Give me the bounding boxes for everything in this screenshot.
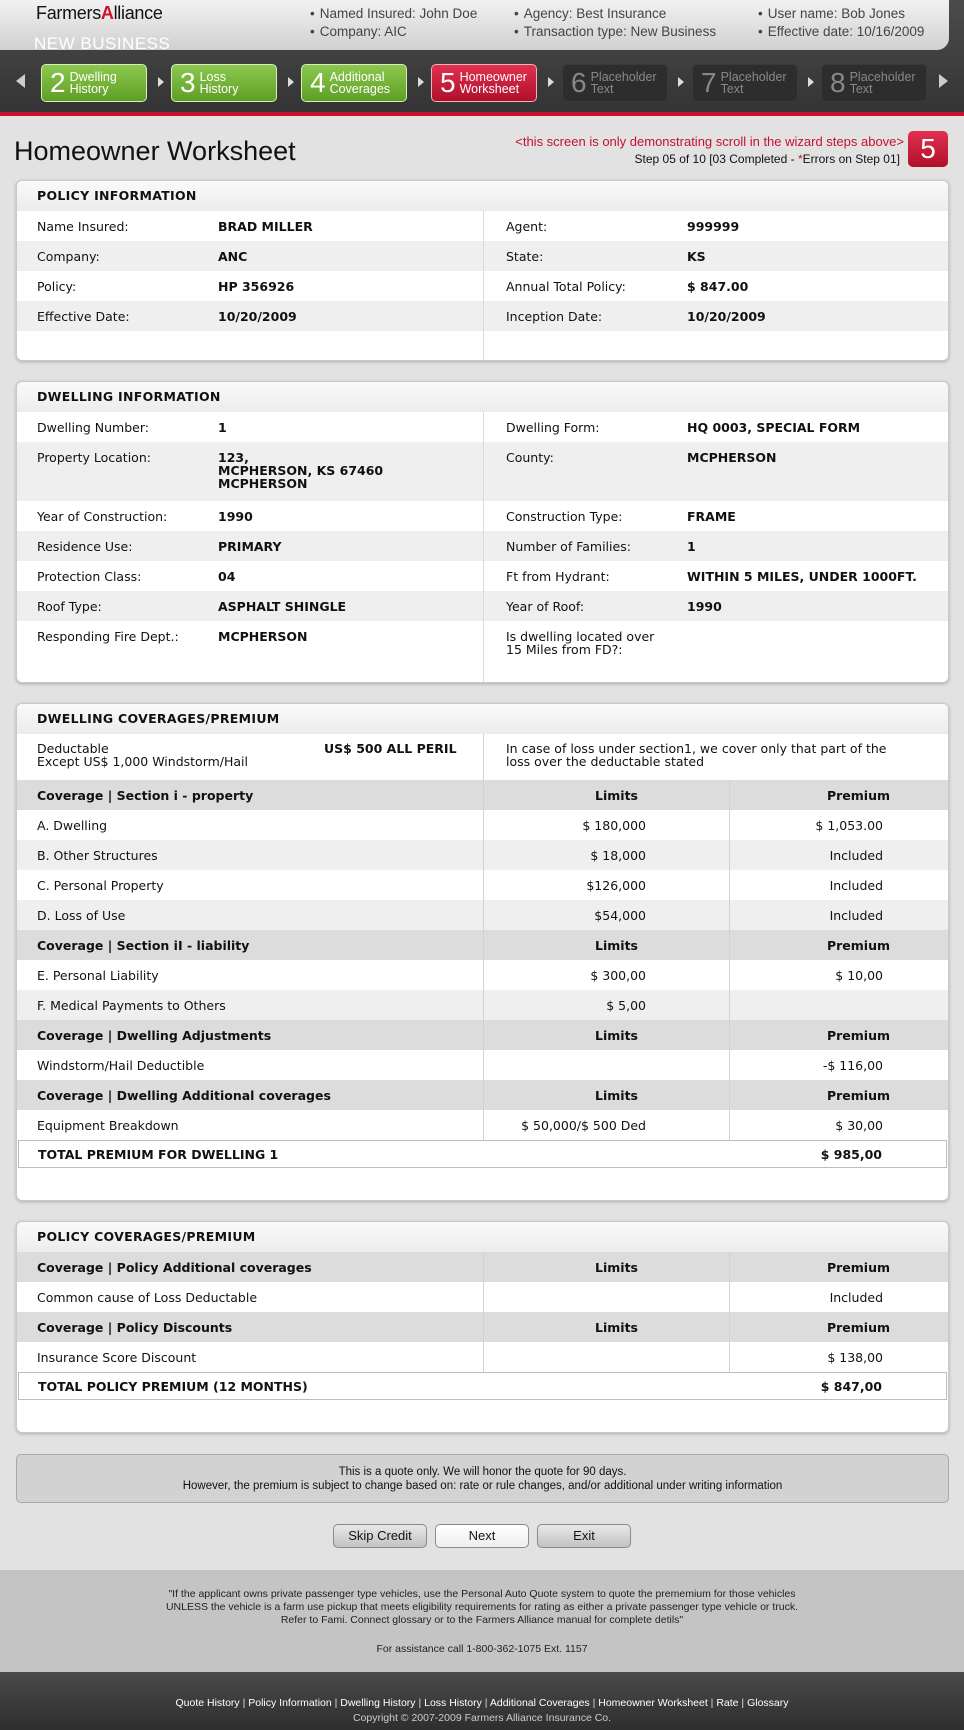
deductible-label: Deductable Except US$ 1,000 Windstorm/Hail bbox=[37, 741, 249, 769]
quote-disclaimer: This is a quote only. We will honor the quote for 90 days. However, the premium is subject to change based on: rate or rule changes, and/or additional under writing information bbox=[16, 1454, 949, 1503]
chevron-right-icon bbox=[548, 77, 554, 87]
wizard-step-3[interactable]: 3 Loss History bbox=[171, 64, 277, 102]
app-header bbox=[0, 0, 964, 116]
footer-link-loss-history[interactable]: Loss History bbox=[424, 1697, 482, 1709]
coverage-section-header: Coverage | Policy Additional coverages Limits Premium bbox=[17, 1252, 948, 1282]
wizard-step-4[interactable]: 4 Additional Coverages bbox=[301, 64, 407, 102]
chevron-right-icon bbox=[418, 77, 424, 87]
policy-total-row: TOTAL POLICY PREMIUM (12 MONTHS) $ 847,00 bbox=[18, 1372, 947, 1400]
coverage-row: D. Loss of Use $54,000 Included bbox=[17, 900, 948, 930]
column-divider bbox=[483, 211, 484, 360]
transaction-type-info: • Transaction type: New Business bbox=[514, 24, 716, 39]
info-row: Name Insured: BRAD MILLER Agent: 999999 bbox=[37, 219, 740, 234]
chevron-right-icon bbox=[808, 77, 814, 87]
info-row: Policy: HP 356926 Annual Total Policy: $ 847.00 bbox=[37, 279, 749, 294]
coverage-section-header: Coverage | Section iI - liability Limits Premium bbox=[17, 930, 948, 960]
next-button[interactable]: Next bbox=[435, 1524, 529, 1548]
footer-nav: Quote History | Policy Information | Dwelling History | Loss History | Additional Coverages | Homeowner Worksheet | Rate | Glossary Copyright © 2007-2009 Farmers Alliance Insurance Co. bbox=[0, 1672, 964, 1730]
coverage-row: E. Personal Liability $ 300,00 $ 10,00 bbox=[17, 960, 948, 990]
info-row: Responding Fire Dept.: MCPHERSON Is dwelling located over 15 Miles from FD?: bbox=[37, 629, 655, 657]
coverage-row: B. Other Structures $ 18,000 Included bbox=[17, 840, 948, 870]
info-row: Company: ANC State: KS bbox=[17, 241, 948, 271]
coverage-row: Equipment Breakdown $ 50,000/$ 500 Ded $ 30,00 bbox=[17, 1110, 948, 1140]
coverage-row: Common cause of Loss Deductable Included bbox=[17, 1282, 948, 1312]
wizard-step-8[interactable]: 8 Placeholder Text bbox=[821, 64, 927, 102]
footer-link-rate[interactable]: Rate bbox=[716, 1697, 739, 1709]
agency-info: • Agency: Best Insurance bbox=[514, 6, 666, 21]
footer-link-glossary[interactable]: Glossary bbox=[747, 1697, 789, 1709]
wizard-scroll-left-icon[interactable] bbox=[16, 74, 25, 88]
wizard-step-6[interactable]: 6 Placeholder Text bbox=[562, 64, 668, 102]
wizard-step-7[interactable]: 7 Placeholder Text bbox=[692, 64, 798, 102]
column-divider bbox=[483, 734, 484, 780]
section-label: NEW BUSINESS bbox=[34, 34, 171, 53]
panel-heading: POLICY INFORMATION bbox=[17, 181, 948, 211]
page-title: Homeowner Worksheet bbox=[14, 136, 296, 166]
footer-disclaimer: "If the applicant owns private passenger type vehicles, use the Personal Auto Quote system to quote the prememium for those vehicles UNLESS the vehicle is a farm use pickup that meets eligibility requirements for rating as either a private passenger type vehicle or truck. Refer to Fami. Connect glossary or to the Farmers Alliance manual for complete detils" For assistance call 1-800-362-1075 Ext. 1157 bbox=[0, 1570, 964, 1672]
info-row: Protection Class: 04 Ft from Hydrant: WITHIN 5 MILES, UNDER 1000FT. bbox=[37, 569, 917, 584]
demo-note: <this screen is only demonstrating scroll in the wizard steps above> bbox=[515, 134, 904, 149]
effective-date-info: • Effective date: 10/16/2009 bbox=[758, 24, 924, 39]
current-step-badge: 5 bbox=[908, 131, 948, 167]
panel-heading: DWELLING COVERAGES/PREMIUM bbox=[17, 704, 948, 734]
info-row: Year of Construction: 1990 Construction Type: FRAME bbox=[37, 509, 736, 524]
user-name-info: • User name: Bob Jones bbox=[758, 6, 905, 21]
skip-credit-button[interactable]: Skip Credit bbox=[333, 1524, 427, 1548]
footer-link-additional-coverages[interactable]: Additional Coverages bbox=[489, 1697, 590, 1709]
company-info: • Company: AIC bbox=[310, 24, 407, 39]
exit-button[interactable]: Exit bbox=[537, 1524, 631, 1548]
wizard-steps bbox=[0, 64, 964, 104]
assistance-phone: For assistance call 1-800-362-1075 Ext. 1157 bbox=[376, 1643, 588, 1655]
over-15-miles-label: Is dwelling located over 15 Miles from FD?: bbox=[506, 629, 655, 657]
coverage-section-header: Coverage | Policy Discounts Limits Premium bbox=[17, 1312, 948, 1342]
chevron-right-icon bbox=[158, 77, 164, 87]
deductible-row bbox=[17, 734, 948, 780]
wizard-scroll-right-icon[interactable] bbox=[939, 74, 948, 88]
coverage-section-header: Coverage | Dwelling Additional coverages Limits Premium bbox=[17, 1080, 948, 1110]
coverage-section-header: Coverage | Dwelling Adjustments Limits Premium bbox=[17, 1020, 948, 1050]
info-row: Roof Type: ASPHALT SHINGLE Year of Roof: 1990 bbox=[17, 591, 948, 621]
farmers-alliance-logo[interactable]: FarmersAlliance bbox=[36, 3, 163, 23]
info-row: Dwelling Number: 1 Dwelling Form: HQ 0003, SPECIAL FORM bbox=[37, 420, 861, 435]
info-row: Property Location: 123, MCPHERSON, KS 67460 MCPHERSON County: MCPHERSON bbox=[17, 442, 948, 501]
coverage-row: C. Personal Property $126,000 Included bbox=[17, 870, 948, 900]
info-row: Effective Date: 10/20/2009 Inception Date: 10/20/2009 bbox=[17, 301, 948, 331]
footer-link-homeowner-worksheet[interactable]: Homeowner Worksheet bbox=[598, 1697, 708, 1709]
coverage-row: Windstorm/Hail Deductible -$ 116,00 bbox=[17, 1050, 948, 1080]
panel-heading: POLICY COVERAGES/PREMIUM bbox=[17, 1222, 948, 1252]
footer-link-policy-information[interactable]: Policy Information bbox=[248, 1697, 332, 1709]
panel-heading: DWELLING INFORMATION bbox=[17, 382, 948, 412]
property-location-value: 123, MCPHERSON, KS 67460 MCPHERSON bbox=[218, 450, 384, 491]
deductible-value: US$ 500 ALL PERIL bbox=[324, 741, 457, 756]
coverage-row: A. Dwelling $ 180,000 $ 1,053.00 bbox=[17, 810, 948, 840]
footer-link-quote-history[interactable]: Quote History bbox=[175, 1697, 240, 1709]
coverage-row: F. Medical Payments to Others $ 5,00 bbox=[17, 990, 948, 1020]
dwelling-coverages-panel bbox=[16, 703, 949, 1201]
policy-coverages-panel bbox=[16, 1221, 949, 1433]
chevron-right-icon bbox=[288, 77, 294, 87]
policy-information-panel bbox=[16, 180, 949, 361]
step-progress-info: Step 05 of 10 [03 Completed - *Errors on Step 01] bbox=[634, 152, 900, 166]
column-divider bbox=[483, 412, 484, 682]
info-row: Residence Use: PRIMARY Number of Families: 1 bbox=[17, 531, 948, 561]
dwelling-information-panel bbox=[16, 381, 949, 683]
coverage-row: Insurance Score Discount $ 138,00 bbox=[17, 1342, 948, 1372]
footer-link-dwelling-history[interactable]: Dwelling History bbox=[340, 1697, 416, 1709]
dwelling-total-row: TOTAL PREMIUM FOR DWELLING 1 $ 985,00 bbox=[18, 1140, 947, 1168]
chevron-right-icon bbox=[678, 77, 684, 87]
named-insured-info: • Named Insured: John Doe bbox=[310, 6, 477, 21]
deductible-note: In case of loss under section1, we cover only that part of the loss over the deductable stated bbox=[506, 741, 887, 769]
header-accent-bar bbox=[0, 112, 964, 116]
coverage-section-header: Coverage | Section i - property Limits Premium bbox=[17, 780, 948, 810]
copyright: Copyright © 2007-2009 Farmers Alliance Insurance Co. bbox=[352, 1712, 612, 1724]
wizard-step-5[interactable]: 5 Homeowner Worksheet bbox=[431, 64, 537, 102]
wizard-step-2[interactable]: 2 Dwelling History bbox=[41, 64, 147, 102]
